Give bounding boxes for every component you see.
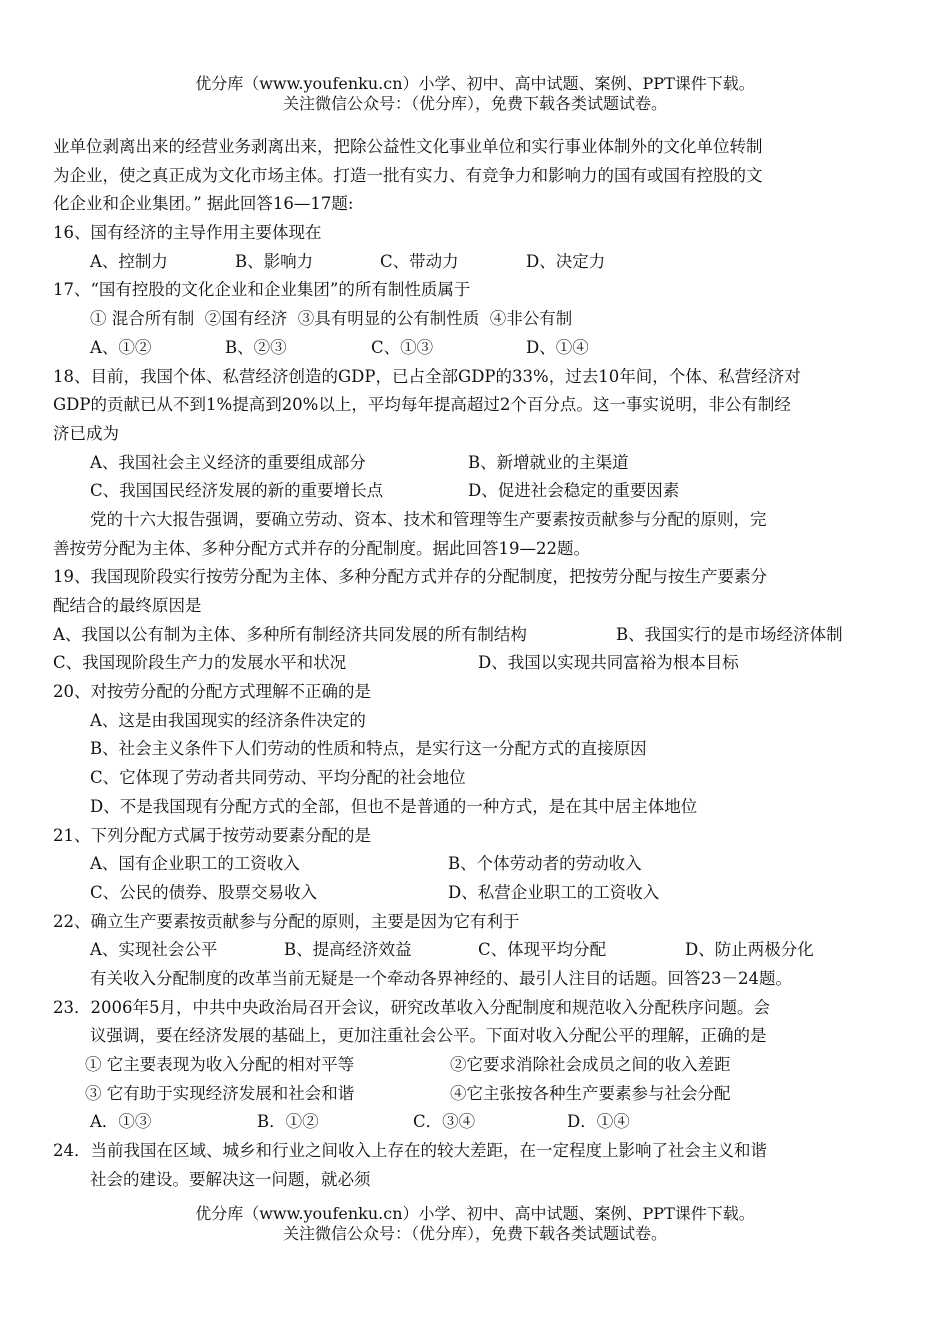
q22-option-d: D、防止两极分化 (685, 940, 814, 960)
q20-option-d: D、不是我国现有分配方式的全部，但也不是普通的一种方式，是在其中居主体地位 (90, 796, 698, 816)
question-18 (53, 363, 903, 506)
q22-options (53, 936, 903, 965)
q24-stem-line-1: 24．当前我国在区域、城乡和行业之间收入上存在的较大差距，在一定程度上影响了社会主义和谐 (53, 1141, 767, 1161)
q18-options-row-2 (53, 477, 903, 506)
q17-option-d: D、①④ (526, 337, 589, 357)
q19-option-b: B、我国实行的是市场经济体制 (616, 624, 843, 644)
q22-option-a: A、实现社会公平 (90, 940, 218, 960)
q22-stem: 22、确立生产要素按贡献参与分配的原则，主要是因为它有利于 (53, 911, 520, 931)
q16-option-c: C、带动力 (380, 251, 459, 271)
footer-line-1: 优分库（www.youfenku.cn）小学、初中、高中试题、案例、PPT课件下载。 (195, 1204, 755, 1223)
q21-stem: 21、下列分配方式属于按劳动要素分配的是 (53, 825, 371, 845)
q16-option-d: D、决定力 (526, 251, 606, 271)
intro1-line-1: 业单位剥离出来的经营业务剥离出来，把除公益性文化事业单位和实行事业体制外的文化单位转制 (53, 137, 763, 156)
q19-option-c: C、我国现阶段生产力的发展水平和状况 (53, 653, 347, 673)
q22-option-c: C、体现平均分配 (478, 940, 607, 960)
q17-option-b: B、②③ (225, 337, 287, 357)
q22-option-b: B、提高经济效益 (284, 940, 412, 960)
page-header (0, 74, 950, 114)
q20-option-b: B、社会主义条件下人们劳动的性质和特点，是实行这一分配方式的直接原因 (90, 739, 647, 759)
q19-options-row-2 (53, 649, 903, 678)
question-17 (53, 276, 903, 362)
q17-statements: ① 混合所有制 ②国有经济 ③具有明显的公有制性质 ④非公有制 (90, 309, 573, 329)
q23-statement-3: ③ 它有助于实现经济发展和社会和谐 (85, 1083, 355, 1103)
q23-statement-1: ① 它主要表现为收入分配的相对平等 (85, 1055, 355, 1074)
q21-option-d: D、私营企业职工的工资收入 (448, 882, 660, 902)
question-24 (53, 1137, 903, 1194)
q16-option-b: B、影响力 (235, 251, 314, 271)
q16-stem: 16、国有经济的主导作用主要体现在 (53, 223, 322, 243)
q21-option-a: A、国有企业职工的工资收入 (90, 854, 300, 874)
intro1-line-2: 为企业，使之真正成为文化市场主体。打造一批有实力、有竞争力和影响力的国有或国有控股的文 (53, 165, 763, 185)
intro-paragraph-19-22 (53, 506, 903, 563)
q23-statement-4: ④它主张按各种生产要素参与社会分配 (450, 1083, 731, 1103)
q18-option-c: C、我国国民经济发展的新的重要增长点 (90, 481, 384, 501)
q17-options (53, 334, 903, 363)
q19-options-row-1 (53, 621, 903, 650)
page-footer (0, 1204, 950, 1244)
q23-option-a: A．①③ (90, 1112, 152, 1132)
q18-stem-line-3: 济已成为 (53, 423, 119, 443)
q20-option-c: C、它体现了劳动者共同劳动、平均分配的社会地位 (90, 768, 466, 788)
q18-option-a: A、我国社会主义经济的重要组成部分 (90, 452, 366, 472)
q16-options (53, 248, 903, 277)
q21-options-row-2 (53, 879, 903, 908)
q24-stem-line-2: 社会的建设。要解决这一问题，就必须 (90, 1169, 371, 1189)
q19-option-d: D、我国以实现共同富裕为根本目标 (478, 653, 739, 673)
intro2-line-2: 善按劳分配为主体、多种分配方式并存的分配制度。据此回答19—22题。 (53, 538, 590, 558)
q21-option-c: C、公民的债券、股票交易收入 (90, 882, 318, 902)
question-19 (53, 563, 903, 678)
q19-stem-line-1: 19、我国现阶段实行按劳分配为主体、多种分配方式并存的分配制度，把按劳分配与按生产要素分 (53, 567, 767, 587)
footer-line-2: 关注微信公众号：（优分库），免费下载各类试题试卷。 (282, 1224, 667, 1243)
q18-stem-line-2: GDP的贡献已从不到1%提高到20%以上，平均每年提高超过2个百分点。这一事实说明，非公有制经 (53, 395, 791, 415)
question-21 (53, 822, 903, 908)
question-20 (53, 678, 903, 821)
q18-option-b: B、新增就业的主渠道 (468, 452, 629, 472)
intro1-line-3: 化企业和企业集团。” 据此回答16—17题: (53, 194, 354, 214)
q23-stem-line-1: 23．2006年5月，中共中央政治局召开会议，研究改革收入分配制度和规范收入分配秩序问题。会 (53, 997, 770, 1017)
q17-stem: 17、“国有控股的文化企业和企业集团”的所有制性质属于 (53, 280, 471, 300)
question-22 (53, 908, 903, 965)
q23-statement-2: ②它要求消除社会成员之间的收入差距 (450, 1055, 731, 1074)
q18-options-row-1 (53, 449, 903, 478)
q21-options-row-1 (53, 850, 903, 879)
header-line-1: 优分库（www.youfenku.cn）小学、初中、高中试题、案例、PPT课件下载。 (195, 74, 755, 93)
q23-stem-line-2: 议强调，要在经济发展的基础上，更加注重社会公平。下面对收入分配公平的理解，正确的是 (90, 1026, 767, 1046)
question-23 (53, 994, 903, 1137)
q20-option-a: A、这是由我国现实的经济条件决定的 (90, 710, 366, 730)
q19-option-a: A、我国以公有制为主体、多种所有制经济共同发展的所有制结构 (53, 624, 527, 644)
q23-statements-row-2 (53, 1080, 903, 1109)
header-line-2: 关注微信公众号：（优分库），免费下载各类试题试卷。 (282, 94, 667, 113)
q19-stem-line-2: 配结合的最终原因是 (53, 596, 202, 615)
q23-option-d: D．①④ (567, 1112, 630, 1132)
q18-option-d: D、促进社会稳定的重要因素 (468, 481, 680, 501)
q23-options (53, 1108, 903, 1137)
q18-stem-line-1: 18、目前，我国个体、私营经济创造的GDP，已占全部GDP的33%，过去10年间，个体、私营经济对 (53, 366, 801, 386)
q23-option-c: C．③④ (413, 1112, 476, 1132)
intro-paragraph-16-17 (53, 133, 903, 219)
intro-paragraph-23-24: 有关收入分配制度的改革当前无疑是一个牵动各界神经的、最引人注目的话题。回答23－24题。 (90, 968, 792, 988)
q20-stem: 20、对按劳分配的分配方式理解不正确的是 (53, 682, 371, 702)
q23-option-b: B．①② (257, 1112, 319, 1132)
q21-option-b: B、个体劳动者的劳动收入 (448, 854, 642, 874)
q16-option-a: A、控制力 (90, 251, 168, 271)
q17-option-c: C、①③ (371, 337, 434, 357)
intro2-line-1: 党的十六大报告强调，要确立劳动、资本、技术和管理等生产要素按贡献参与分配的原则，完 (90, 509, 767, 529)
document-body (53, 133, 903, 1194)
question-16 (53, 219, 903, 276)
q17-option-a: A、①② (90, 337, 152, 357)
q23-statements-row-1 (53, 1051, 903, 1080)
